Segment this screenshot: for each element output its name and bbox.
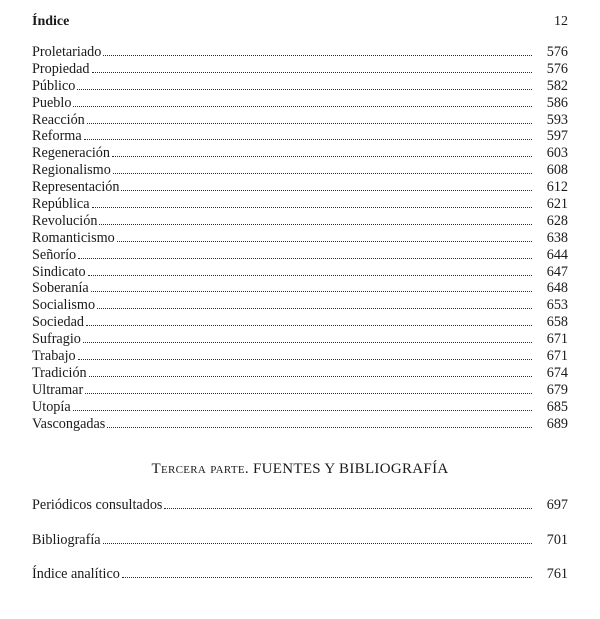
dot-leader bbox=[87, 123, 532, 124]
toc-entry bbox=[32, 382, 568, 399]
toc-entry bbox=[32, 78, 568, 95]
toc-entry-term: Señorío bbox=[32, 246, 77, 263]
toc-entry bbox=[32, 314, 568, 331]
toc-entry-term: Revolución bbox=[32, 212, 98, 229]
dot-leader bbox=[73, 410, 532, 411]
toc-entry-page: 671 bbox=[546, 331, 568, 348]
toc-entry-page: 576 bbox=[546, 60, 568, 77]
toc-entry bbox=[32, 565, 568, 600]
toc-entry-page: 638 bbox=[546, 229, 568, 246]
toc-entry-term: Índice analítico bbox=[32, 566, 120, 582]
toc-entry-term: Reacción bbox=[32, 111, 85, 128]
toc-entry-term: Trabajo bbox=[32, 348, 76, 365]
toc-entry-page: 701 bbox=[546, 531, 568, 548]
dot-leader bbox=[83, 342, 532, 343]
part-label: Tercera parte. bbox=[151, 461, 249, 477]
toc-entry-term: Reforma bbox=[32, 128, 82, 145]
page-number: 12 bbox=[554, 14, 568, 29]
toc-entry bbox=[32, 399, 568, 416]
toc-entry-term: Proletariado bbox=[32, 44, 102, 60]
toc-entry-page: 761 bbox=[546, 566, 568, 582]
toc-entry bbox=[32, 331, 568, 348]
toc-entry bbox=[32, 179, 568, 196]
dot-leader bbox=[92, 207, 532, 208]
running-head-title: Índice bbox=[32, 14, 70, 29]
toc-entry-page: 648 bbox=[546, 280, 568, 297]
toc-entry-term: Vascongadas bbox=[32, 415, 106, 432]
toc-entry bbox=[32, 145, 568, 162]
dot-leader bbox=[107, 427, 532, 428]
dot-leader bbox=[164, 508, 532, 509]
toc-entry-page: 628 bbox=[546, 212, 568, 229]
toc-entry-term: Tradición bbox=[32, 364, 87, 381]
toc-entry bbox=[32, 297, 568, 314]
toc-entry-term: Pueblo bbox=[32, 94, 72, 111]
dot-leader bbox=[77, 89, 532, 90]
toc-entry-page: 582 bbox=[546, 77, 568, 94]
toc-entry-page: 593 bbox=[546, 111, 568, 128]
toc-entry bbox=[32, 416, 568, 433]
toc-entry bbox=[32, 230, 568, 247]
dot-leader bbox=[91, 291, 532, 292]
toc-entry-term: Bibliografía bbox=[32, 531, 101, 548]
part-entry-list bbox=[32, 496, 568, 600]
toc-entry-term: Sufragio bbox=[32, 331, 81, 348]
toc-entry bbox=[32, 95, 568, 112]
toc-entry-term: Regionalismo bbox=[32, 162, 111, 179]
running-head bbox=[32, 14, 568, 34]
toc-entry-term: Romanticismo bbox=[32, 229, 115, 246]
toc-entry-term: Ultramar bbox=[32, 381, 84, 398]
toc-entry-term: Regeneración bbox=[32, 145, 110, 162]
toc-entry bbox=[32, 128, 568, 145]
toc-entry bbox=[32, 162, 568, 179]
dot-leader bbox=[103, 55, 532, 56]
toc-entry bbox=[32, 365, 568, 382]
dot-leader bbox=[103, 543, 532, 544]
dot-leader bbox=[113, 173, 532, 174]
toc-entry-page: 679 bbox=[546, 381, 568, 398]
toc-entry-page: 576 bbox=[546, 44, 568, 60]
toc-entry bbox=[32, 44, 568, 61]
toc-entry-page: 603 bbox=[546, 145, 568, 162]
toc-entry bbox=[32, 247, 568, 264]
dot-leader bbox=[73, 106, 532, 107]
toc-entry bbox=[32, 531, 568, 566]
dot-leader bbox=[78, 359, 532, 360]
toc-entry-page: 608 bbox=[546, 162, 568, 179]
toc-entry-term: Soberanía bbox=[32, 280, 89, 297]
toc-entry-page: 674 bbox=[546, 364, 568, 381]
part-heading bbox=[0, 461, 600, 478]
part-title: FUENTES Y BIBLIOGRAFÍA bbox=[253, 461, 449, 477]
toc-entry-page: 697 bbox=[546, 497, 568, 513]
toc-entry-term: Socialismo bbox=[32, 297, 96, 314]
toc-entry-page: 612 bbox=[546, 179, 568, 196]
toc-entry bbox=[32, 112, 568, 129]
toc-entry bbox=[32, 264, 568, 281]
toc-entry-term: Periódicos consultados bbox=[32, 497, 163, 513]
toc-entry bbox=[32, 213, 568, 230]
dot-leader bbox=[86, 325, 532, 326]
dot-leader bbox=[89, 376, 532, 377]
dot-leader bbox=[122, 577, 532, 578]
dot-leader bbox=[92, 72, 532, 73]
dot-leader bbox=[88, 275, 532, 276]
toc-entry bbox=[32, 496, 568, 531]
toc-entry-term: Sociedad bbox=[32, 314, 85, 331]
dot-leader bbox=[121, 190, 532, 191]
toc-entry-page: 597 bbox=[546, 128, 568, 145]
dot-leader bbox=[97, 308, 532, 309]
toc-entry-term: Representación bbox=[32, 179, 120, 196]
toc-entry-page: 685 bbox=[546, 398, 568, 415]
toc-entry-term: República bbox=[32, 196, 90, 213]
toc-entry bbox=[32, 280, 568, 297]
toc-entry-page: 689 bbox=[546, 415, 568, 432]
toc-entry-page: 586 bbox=[546, 94, 568, 111]
toc-entry bbox=[32, 348, 568, 365]
toc-entry-page: 658 bbox=[546, 314, 568, 331]
dot-leader bbox=[78, 258, 532, 259]
toc-entry-term: Público bbox=[32, 77, 76, 94]
toc-entry bbox=[32, 196, 568, 213]
toc-entry-term: Utopía bbox=[32, 398, 71, 415]
dot-leader bbox=[84, 139, 532, 140]
toc-entry-term: Sindicato bbox=[32, 263, 86, 280]
index-entry-list bbox=[32, 44, 568, 432]
toc-entry-page: 647 bbox=[546, 263, 568, 280]
toc-entry-term: Propiedad bbox=[32, 60, 90, 77]
dot-leader bbox=[99, 224, 532, 225]
toc-entry-page: 621 bbox=[546, 196, 568, 213]
toc-entry-page: 644 bbox=[546, 246, 568, 263]
dot-leader bbox=[85, 393, 532, 394]
toc-entry-page: 653 bbox=[546, 297, 568, 314]
toc-entry-page: 671 bbox=[546, 348, 568, 365]
dot-leader bbox=[117, 241, 532, 242]
toc-entry bbox=[32, 61, 568, 78]
dot-leader bbox=[112, 156, 532, 157]
